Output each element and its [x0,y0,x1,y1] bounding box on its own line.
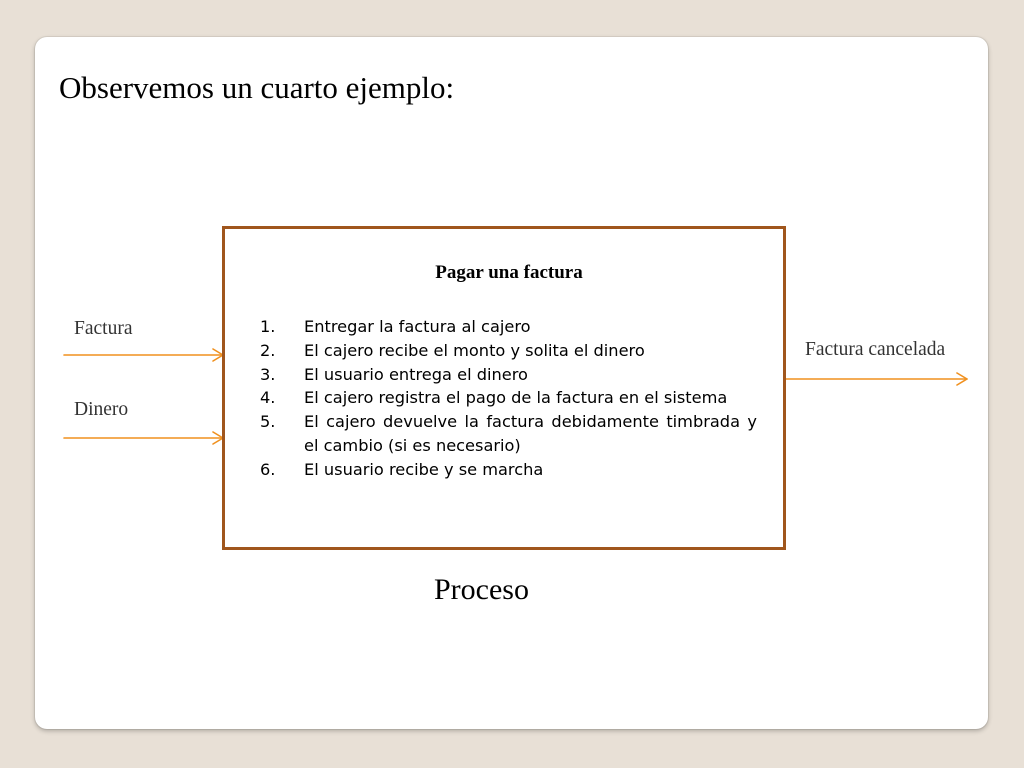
output-arrow-factura-cancelada [783,373,967,385]
process-step [260,458,757,482]
step-text: El cajero devuelve la factura debidamente timbrada y el cambio (si es necesario) [304,412,757,455]
process-box [222,226,786,550]
step-number: 2. [260,340,276,360]
input-arrow-dinero [64,432,223,444]
process-step [260,386,757,410]
input-arrow-factura [64,349,223,361]
step-number: 3. [260,364,276,384]
step-number: 6. [260,459,276,479]
process-steps [260,315,757,482]
process-step [260,410,757,458]
process-caption: Proceso [434,573,529,606]
step-text: El cajero recibe el monto y solita el dinero [304,340,645,360]
input-label-dinero: Dinero [74,399,129,420]
step-text: El usuario recibe y se marcha [304,459,544,479]
output-label-factura-cancelada: Factura cancelada [805,339,946,360]
slide-title: Observemos un cuarto ejemplo: [59,70,455,105]
step-number: 1. [260,317,276,336]
process-step [260,339,757,363]
process-step [260,315,757,339]
process-step [260,363,757,387]
step-number: 4. [260,388,276,408]
step-text: El usuario entrega el dinero [304,364,528,384]
step-text: El cajero registra el pago de la factura en el sistema [304,388,728,408]
input-label-factura: Factura [74,318,133,339]
step-number: 5. [260,412,276,432]
process-heading: Pagar una factura [435,262,583,283]
step-text: Entregar la factura al cajero [304,317,531,336]
